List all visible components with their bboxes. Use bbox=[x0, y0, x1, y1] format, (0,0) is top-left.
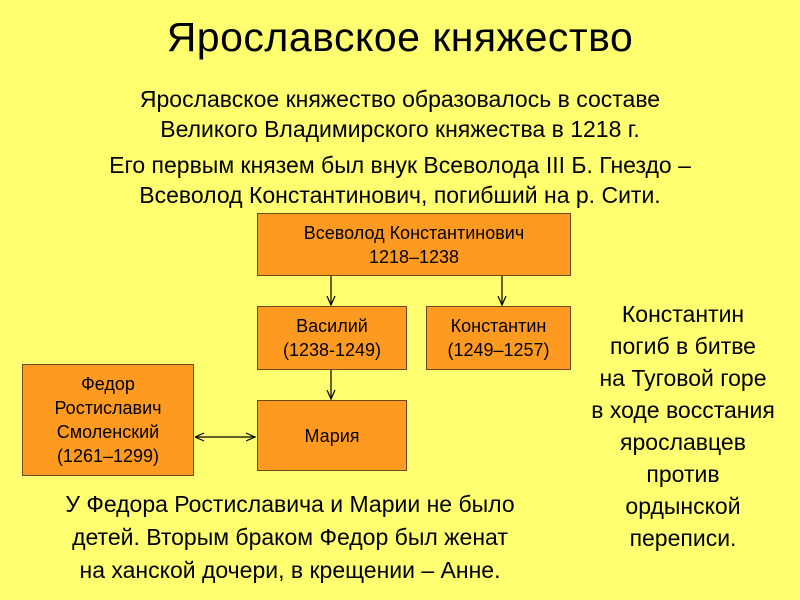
side-note-line: на Туговой горе bbox=[599, 365, 767, 391]
bottom-note-line: У Федора Ростиславича и Марии не было bbox=[65, 491, 515, 517]
bottom-note-line: на ханской дочери, в крещении – Анне. bbox=[79, 557, 501, 583]
box-konstantin bbox=[426, 306, 571, 370]
bottom-note-line: детей. Вторым браком Федор был женат bbox=[72, 524, 508, 550]
konstantin-years: (1249–1257) bbox=[447, 340, 550, 360]
box-fedor bbox=[22, 364, 194, 476]
side-note-line: в ходе восстания bbox=[591, 397, 775, 423]
fedor-years: (1261–1299) bbox=[56, 446, 160, 466]
box-vsevolod bbox=[257, 213, 571, 276]
vsevolod-name: Всеволод Константинович bbox=[303, 222, 525, 243]
side-note bbox=[568, 298, 798, 554]
prince-line-2: Всеволод Константинович, погибший на р. Сити. bbox=[139, 182, 661, 208]
prince-line-1: Его первым князем был внук Всеволода III Б. Гнездо – bbox=[109, 152, 691, 178]
vasily-years: (1238-1249) bbox=[282, 340, 382, 360]
box-maria bbox=[257, 400, 407, 471]
box-vasily bbox=[257, 306, 407, 370]
side-note-line: против bbox=[646, 461, 720, 487]
bottom-note bbox=[20, 488, 560, 587]
side-note-line: ордынской bbox=[625, 493, 741, 519]
intro-line-2: Великого Владимирского княжества в 1218 г. bbox=[160, 116, 640, 142]
side-note-line: переписи. bbox=[629, 525, 737, 551]
intro-line-1: Ярославское княжество образовалось в составе bbox=[139, 86, 661, 112]
side-note-line: погиб в битве bbox=[610, 333, 756, 359]
fedor-line-3: Смоленский bbox=[56, 422, 160, 442]
slide-title: Ярославское княжество bbox=[166, 14, 634, 60]
fedor-line-2: Ростиславич bbox=[54, 398, 162, 418]
vasily-name: Василий bbox=[296, 316, 368, 336]
fedor-line-1: Федор bbox=[81, 374, 135, 394]
side-note-line: Константин bbox=[621, 301, 745, 327]
side-note-line: ярославцев bbox=[620, 429, 746, 455]
vsevolod-years: 1218–1238 bbox=[368, 246, 460, 267]
maria-name: Мария bbox=[304, 425, 360, 446]
konstantin-name: Константин bbox=[450, 316, 547, 336]
